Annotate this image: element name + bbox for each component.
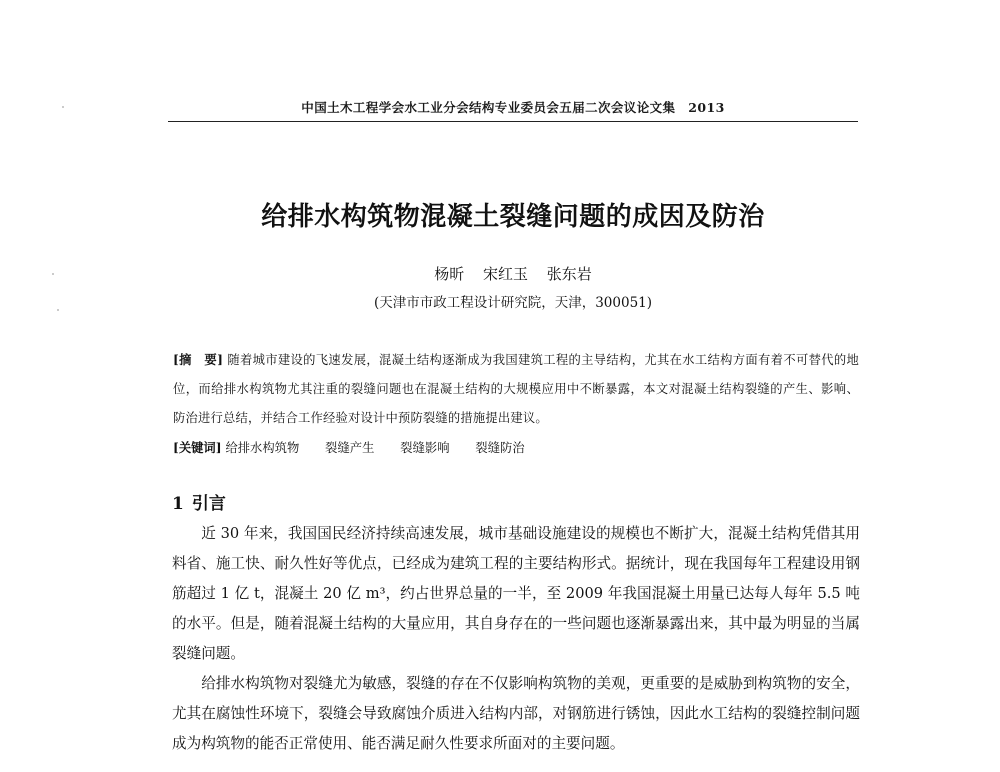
abstract xyxy=(173,345,859,433)
keyword: 裂缝产生 xyxy=(325,441,375,455)
author-affiliation: (天津市市政工程设计研究院，天津，300051) xyxy=(373,295,653,311)
author-name: 张东岩 xyxy=(546,265,592,283)
author-name: 宋红玉 xyxy=(482,265,528,283)
keywords xyxy=(173,433,859,463)
header-rule xyxy=(168,121,858,122)
section-title: 引言 xyxy=(191,494,226,514)
keyword: 裂缝防治 xyxy=(475,441,525,455)
abstract-label: [摘 要] xyxy=(173,352,224,367)
author-list xyxy=(168,263,858,284)
keywords-label: [关键词] xyxy=(173,440,222,455)
section-heading xyxy=(172,489,226,514)
abstract-text: 随着城市建设的飞速发展，混凝土结构逐渐成为我国建筑工程的主导结构，尤其在水工结构方面有着不可替代的地位，而给排水构筑物尤其注重的裂缝问题也在混凝土结构的大规模应用中不断暴露，本文对混凝土结构裂缝的产生、影响、防治进行总结，并结合工作经验对设计中预防裂缝的措施提出建议。 xyxy=(173,353,859,425)
author-name: 杨昕 xyxy=(434,265,465,283)
keyword: 给排水构筑物 xyxy=(225,441,300,455)
scan-speck xyxy=(62,106,64,108)
keyword: 裂缝影响 xyxy=(400,441,450,455)
paper-title: 给排水构筑物混凝土裂缝问题的成因及防治 xyxy=(261,202,765,232)
section-number: 1 xyxy=(172,494,184,514)
running-header: 中国土木工程学会水工业分会结构专业委员会五届二次会议论文集 2013 xyxy=(301,100,725,115)
body-paragraph: 近 30 年来，我国国民经济持续高速发展，城市基础设施建设的规模也不断扩大，混凝土结构凭借其用料省、施工快、耐久性好等优点，已经成为建筑工程的主要结构形式。据统计，现在我国每年工程建设用钢筋超过 1 亿 t，混凝土 20 亿 m³，约占世界总量的一半，至 2009 年我国混凝土用量已达每人每年 5.5 吨的水平。但是，随着混凝土结构的大量应用，其自身存在的一些问题也逐渐暴露出来，其中最为明显的当属裂缝问题。 xyxy=(172,525,860,662)
scan-speck xyxy=(52,273,54,275)
scan-speck xyxy=(57,309,59,311)
body-text xyxy=(172,519,860,759)
body-paragraph: 给排水构筑物对裂缝尤为敏感，裂缝的存在不仅影响构筑物的美观，更重要的是威胁到构筑物的安全，尤其在腐蚀性环境下，裂缝会导致腐蚀介质进入结构内部，对钢筋进行锈蚀，因此水工结构的裂缝控制问题成为构筑物的能否正常使用、能否满足耐久性要求所面对的主要问题。 xyxy=(172,675,860,752)
